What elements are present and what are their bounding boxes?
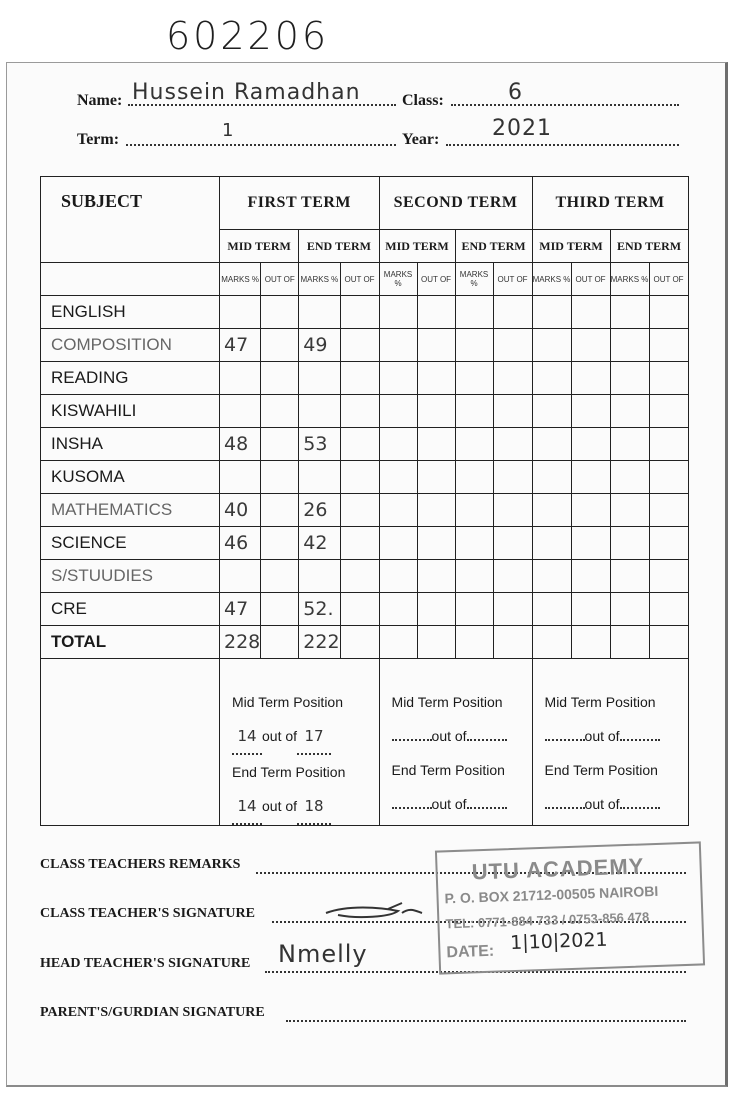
mark-cell [261,395,299,428]
stamp-school-name: UTU ACADEMY [471,853,645,885]
mark-cell [455,329,493,362]
subject-name: SCIENCE [41,527,220,560]
mark-cell [455,395,493,428]
subject-row [41,527,689,560]
mark-cell [649,428,688,461]
mark-cell [493,626,532,659]
mark-cell [649,494,688,527]
subject-row [41,560,689,593]
mark-cell [340,362,379,395]
mark-cell [340,395,379,428]
grades-table [40,176,689,826]
mark-cell [261,494,299,527]
mid-position-label: Mid Term Position [391,694,503,710]
name-label: Name: [77,92,123,109]
outof-header: OUT OF [417,263,455,296]
name-value: Hussein Ramadhan [132,80,361,105]
serial-number: 602206 [166,14,330,58]
subject-name: INSHA [41,428,220,461]
mark-cell [571,626,610,659]
mark-cell [610,626,649,659]
out-of-text: out of [584,728,620,744]
subject-row [41,626,689,659]
mid-term-mark: 40 [220,494,261,527]
term-label: Term: [77,131,120,148]
mark-cell [493,560,532,593]
end-term-mark: 26 [299,494,340,527]
marks-header: MARKS % [532,263,571,296]
mark-cell [571,329,610,362]
out-of-text: out of [262,728,298,744]
first-mid-header: MID TERM [220,230,299,263]
mark-cell [261,527,299,560]
parent-signature-line [286,1020,686,1022]
mark-cell [532,395,571,428]
mark-cell [379,395,417,428]
end-term-mark: 53 [299,428,340,461]
mid-term-mark: 46 [220,527,261,560]
mark-cell [261,428,299,461]
mark-cell [610,494,649,527]
marks-header: MARKS % [610,263,649,296]
mark-cell [649,593,688,626]
year-value: 2021 [492,116,552,141]
subject-name: CRE [41,593,220,626]
subject-name: KISWAHILI [41,395,220,428]
mark-cell [455,296,493,329]
third-mid-header: MID TERM [532,230,610,263]
first-end-header: END TERM [299,230,379,263]
subject-row [41,329,689,362]
mark-cell [649,362,688,395]
parent-signature-label: PARENT'S/GURDIAN SIGNATURE [40,1005,265,1020]
mark-cell [261,593,299,626]
mark-cell [417,527,455,560]
mark-cell [649,527,688,560]
subject-row [41,494,689,527]
end-term-mark [299,296,340,329]
mark-cell [417,626,455,659]
mark-cell [610,362,649,395]
end-term-mark [299,461,340,494]
mark-cell [649,461,688,494]
mark-cell [379,329,417,362]
mark-cell [340,560,379,593]
mark-cell [610,428,649,461]
stamp-date-value: 1|10|2021 [509,928,608,955]
mark-cell [532,362,571,395]
first-term-position [220,659,380,826]
outof-header: OUT OF [493,263,532,296]
outof-header: OUT OF [340,263,379,296]
mark-cell [340,527,379,560]
mark-cell [649,395,688,428]
mark-cell [379,461,417,494]
third-end-header: END TERM [610,230,688,263]
end-term-mark [299,362,340,395]
mark-cell [340,329,379,362]
mark-cell [649,626,688,659]
end-position-label: End Term Position [391,762,505,778]
mark-cell [455,626,493,659]
mark-cell [261,296,299,329]
subject-name: ENGLISH [41,296,220,329]
mark-cell [261,461,299,494]
class-teacher-remarks-label: CLASS TEACHERS REMARKS [40,857,241,872]
mark-cell [379,296,417,329]
stamp-address: P. O. BOX 21712-00505 NAIROBI [444,882,659,907]
school-stamp [435,841,705,974]
head-teacher-signed: Nmelly [278,940,368,968]
mark-cell [610,329,649,362]
mark-cell [571,527,610,560]
mid-term-mark: 47 [220,329,261,362]
first-end-position-total: 18 [297,789,331,825]
mark-cell [571,494,610,527]
outof-header: OUT OF [261,263,299,296]
first-mid-position-total: 17 [297,719,331,755]
stamp-date-label: DATE: [446,942,495,962]
mark-cell [493,362,532,395]
end-term-mark: 222 [299,626,340,659]
class-value: 6 [508,80,523,105]
head-teacher-signature-label: HEAD TEACHER'S SIGNATURE [40,956,251,971]
end-position-label: End Term Position [232,764,346,780]
mark-cell [455,494,493,527]
subject-row [41,296,689,329]
first-term-header: FIRST TERM [220,177,380,230]
mark-cell [340,494,379,527]
mark-cell [379,428,417,461]
marks-header: MARKS % [379,263,417,296]
mark-cell [417,494,455,527]
term-value: 1 [222,120,235,141]
mark-cell [417,428,455,461]
mark-cell [571,461,610,494]
mark-cell [455,461,493,494]
marks-header: MARKS % [455,263,493,296]
class-teacher-signature-label: CLASS TEACHER'S SIGNATURE [40,906,255,921]
mid-position-label: Mid Term Position [544,694,656,710]
subject-name: MATHEMATICS [41,494,220,527]
second-mid-header: MID TERM [379,230,455,263]
mark-cell [417,362,455,395]
mid-term-mark: 48 [220,428,261,461]
mid-term-mark [220,296,261,329]
mark-cell [417,296,455,329]
end-term-mark: 42 [299,527,340,560]
mark-cell [340,461,379,494]
mark-cell [532,494,571,527]
marks-header: MARKS % [299,263,340,296]
mid-term-mark: 47 [220,593,261,626]
subject-spacer [41,263,220,296]
mid-term-mark: 228 [220,626,261,659]
mark-cell [610,527,649,560]
mark-cell [417,329,455,362]
mark-cell [379,494,417,527]
mid-position-label: Mid Term Position [232,694,344,710]
mark-cell [571,362,610,395]
subject-row [41,593,689,626]
outof-header: OUT OF [649,263,688,296]
out-of-text: out of [262,798,298,814]
mark-cell [610,395,649,428]
end-term-mark: 52. [299,593,340,626]
marks-header: MARKS % [220,263,261,296]
second-term-header: SECOND TERM [379,177,532,230]
out-of-text: out of [431,796,467,812]
mark-cell [493,296,532,329]
subject-row [41,395,689,428]
mark-cell [417,461,455,494]
position-spacer [41,659,220,826]
mark-cell [379,362,417,395]
mark-cell [379,527,417,560]
subject-name: S/STUUDIES [41,560,220,593]
mark-cell [610,296,649,329]
mark-cell [379,560,417,593]
mark-cell [417,560,455,593]
mark-cell [340,593,379,626]
mark-cell [340,428,379,461]
end-term-mark: 49 [299,329,340,362]
second-end-header: END TERM [455,230,532,263]
mark-cell [455,560,493,593]
mark-cell [532,626,571,659]
mark-cell [455,362,493,395]
mid-term-mark [220,461,261,494]
mark-cell [340,296,379,329]
subject-row [41,362,689,395]
mark-cell [649,296,688,329]
mark-cell [455,593,493,626]
end-term-mark [299,395,340,428]
mark-cell [532,593,571,626]
mark-cell [610,560,649,593]
mark-cell [493,461,532,494]
subject-name: TOTAL [41,626,220,659]
mark-cell [532,296,571,329]
mark-cell [649,560,688,593]
mark-cell [571,395,610,428]
stamp-tel: TEL: 0771-884 733 / 0753-856 478 [445,909,650,932]
mark-cell [261,560,299,593]
end-position-label: End Term Position [544,762,658,778]
mark-cell [455,428,493,461]
mark-cell [610,461,649,494]
mark-cell [493,395,532,428]
mark-cell [493,593,532,626]
out-of-text: out of [431,728,467,744]
mark-cell [455,527,493,560]
mark-cell [532,428,571,461]
term-line [126,144,396,146]
mid-term-mark [220,362,261,395]
subject-row [41,461,689,494]
mark-cell [417,395,455,428]
first-mid-position-value: 14 [232,719,262,755]
mark-cell [610,593,649,626]
mark-cell [532,527,571,560]
third-term-position [532,659,688,826]
second-term-position [379,659,532,826]
outof-header: OUT OF [571,263,610,296]
year-line [446,144,679,146]
first-end-position-value: 14 [232,789,262,825]
class-teacher-signature-image [318,897,428,927]
mark-cell [649,329,688,362]
subject-name: KUSOMA [41,461,220,494]
mark-cell [379,593,417,626]
third-term-header: THIRD TERM [532,177,688,230]
subject-row [41,428,689,461]
mark-cell [571,428,610,461]
mark-cell [261,329,299,362]
mark-cell [493,428,532,461]
mark-cell [532,329,571,362]
mid-term-mark [220,560,261,593]
subject-header: SUBJECT [41,177,220,263]
mark-cell [532,461,571,494]
class-line [451,104,679,106]
mark-cell [493,494,532,527]
mark-cell [261,626,299,659]
mark-cell [379,626,417,659]
out-of-text: out of [584,796,620,812]
class-label: Class: [402,92,444,109]
mark-cell [571,560,610,593]
end-term-mark [299,560,340,593]
mark-cell [571,296,610,329]
mark-cell [261,362,299,395]
year-label: Year: [402,131,440,148]
mark-cell [417,593,455,626]
mark-cell [340,626,379,659]
mark-cell [493,527,532,560]
mark-cell [571,593,610,626]
mark-cell [493,329,532,362]
mark-cell [532,560,571,593]
subject-name: READING [41,362,220,395]
subject-name: COMPOSITION [41,329,220,362]
mid-term-mark [220,395,261,428]
